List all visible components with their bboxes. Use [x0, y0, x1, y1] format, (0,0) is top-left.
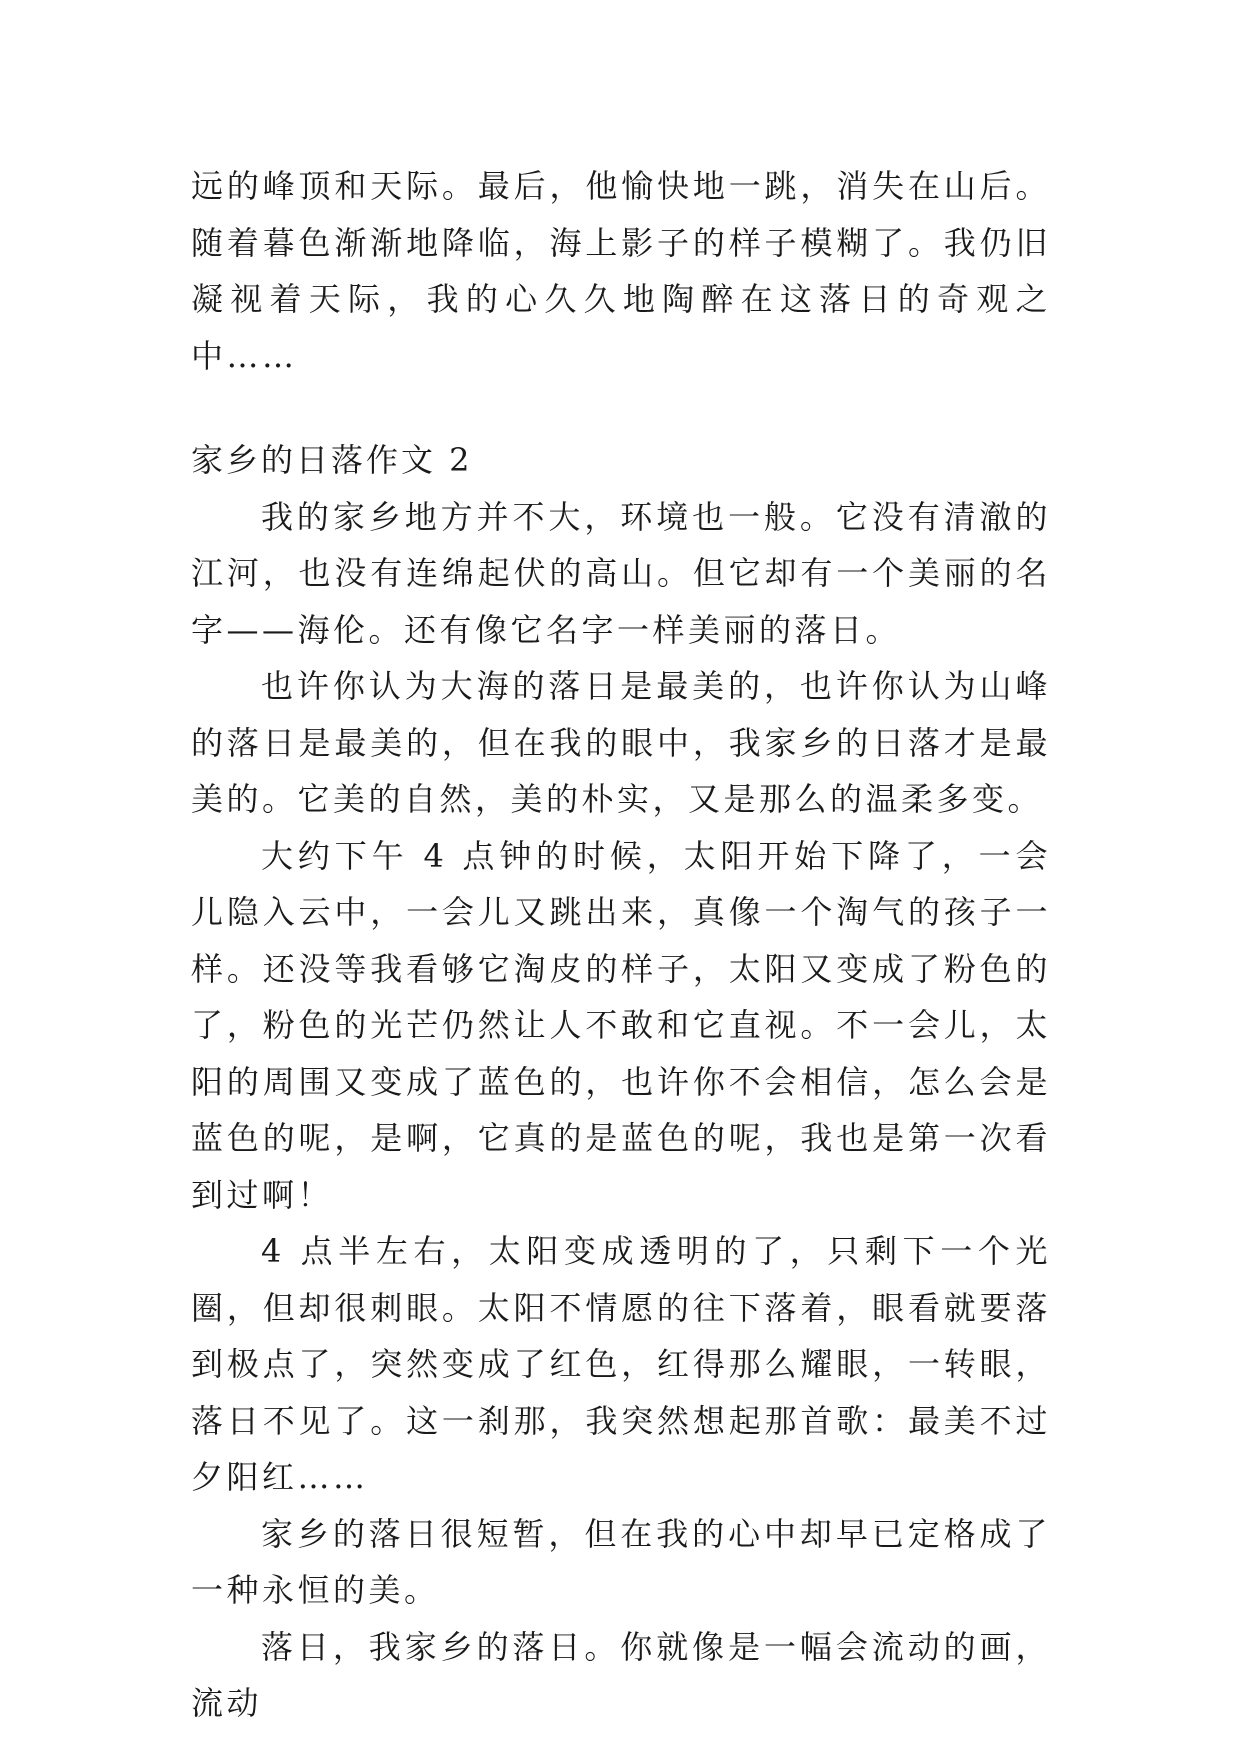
document-body — [191, 158, 1051, 1732]
section-gap — [191, 384, 1051, 432]
continuation-paragraph: 远的峰顶和天际。最后，他愉快地一跳，消失在山后。随着暮色渐渐地降临，海上影子的样子模糊了。我仍旧凝视着天际，我的心久久地陶醉在这落日的奇观之中…… — [191, 167, 1051, 375]
paragraph-6: 落日，我家乡的落日。你就像是一幅会流动的画，流动 — [191, 1627, 1051, 1722]
section-title: 家乡的日落作文 2 — [191, 441, 473, 479]
paragraph-3: 大约下午 4 点钟的时候，太阳开始下降了，一会儿隐入云中，一会儿又跳出来，真像一个淘气的孩子一样。还没等我看够它淘皮的样子，太阳又变成了粉色的了，粉色的光芒仍然让人不敢和它直视。不一会儿，太阳的周围又变成了蓝色的，也许你不会相信，怎么会是蓝色的呢，是啊，它真的是蓝色的呢，我也是第一次看到过啊！ — [191, 836, 1051, 1214]
paragraph-1: 我的家乡地方并不大，环境也一般。它没有清澈的江河，也没有连绵起伏的高山。但它却有一个美丽的名字——海伦。还有像它名字一样美丽的落日。 — [191, 497, 1051, 649]
paragraph-2: 也许你认为大海的落日是最美的，也许你认为山峰的落日是最美的，但在我的眼中，我家乡的日落才是最美的。它美的自然，美的朴实，又是那么的温柔多变。 — [191, 667, 1051, 818]
paragraph-4: 4 点半左右，太阳变成透明的了，只剩下一个光圈，但却很刺眼。太阳不情愿的往下落着，眼看就要落到极点了，突然变成了红色，红得那么耀眼，一转眼，落日不见了。这一刹那，我突然想起那首歌：最美不过夕阳红…… — [191, 1232, 1051, 1496]
paragraph-5: 家乡的落日很短暂，但在我的心中却早已定格成了一种永恒的美。 — [191, 1514, 1051, 1609]
